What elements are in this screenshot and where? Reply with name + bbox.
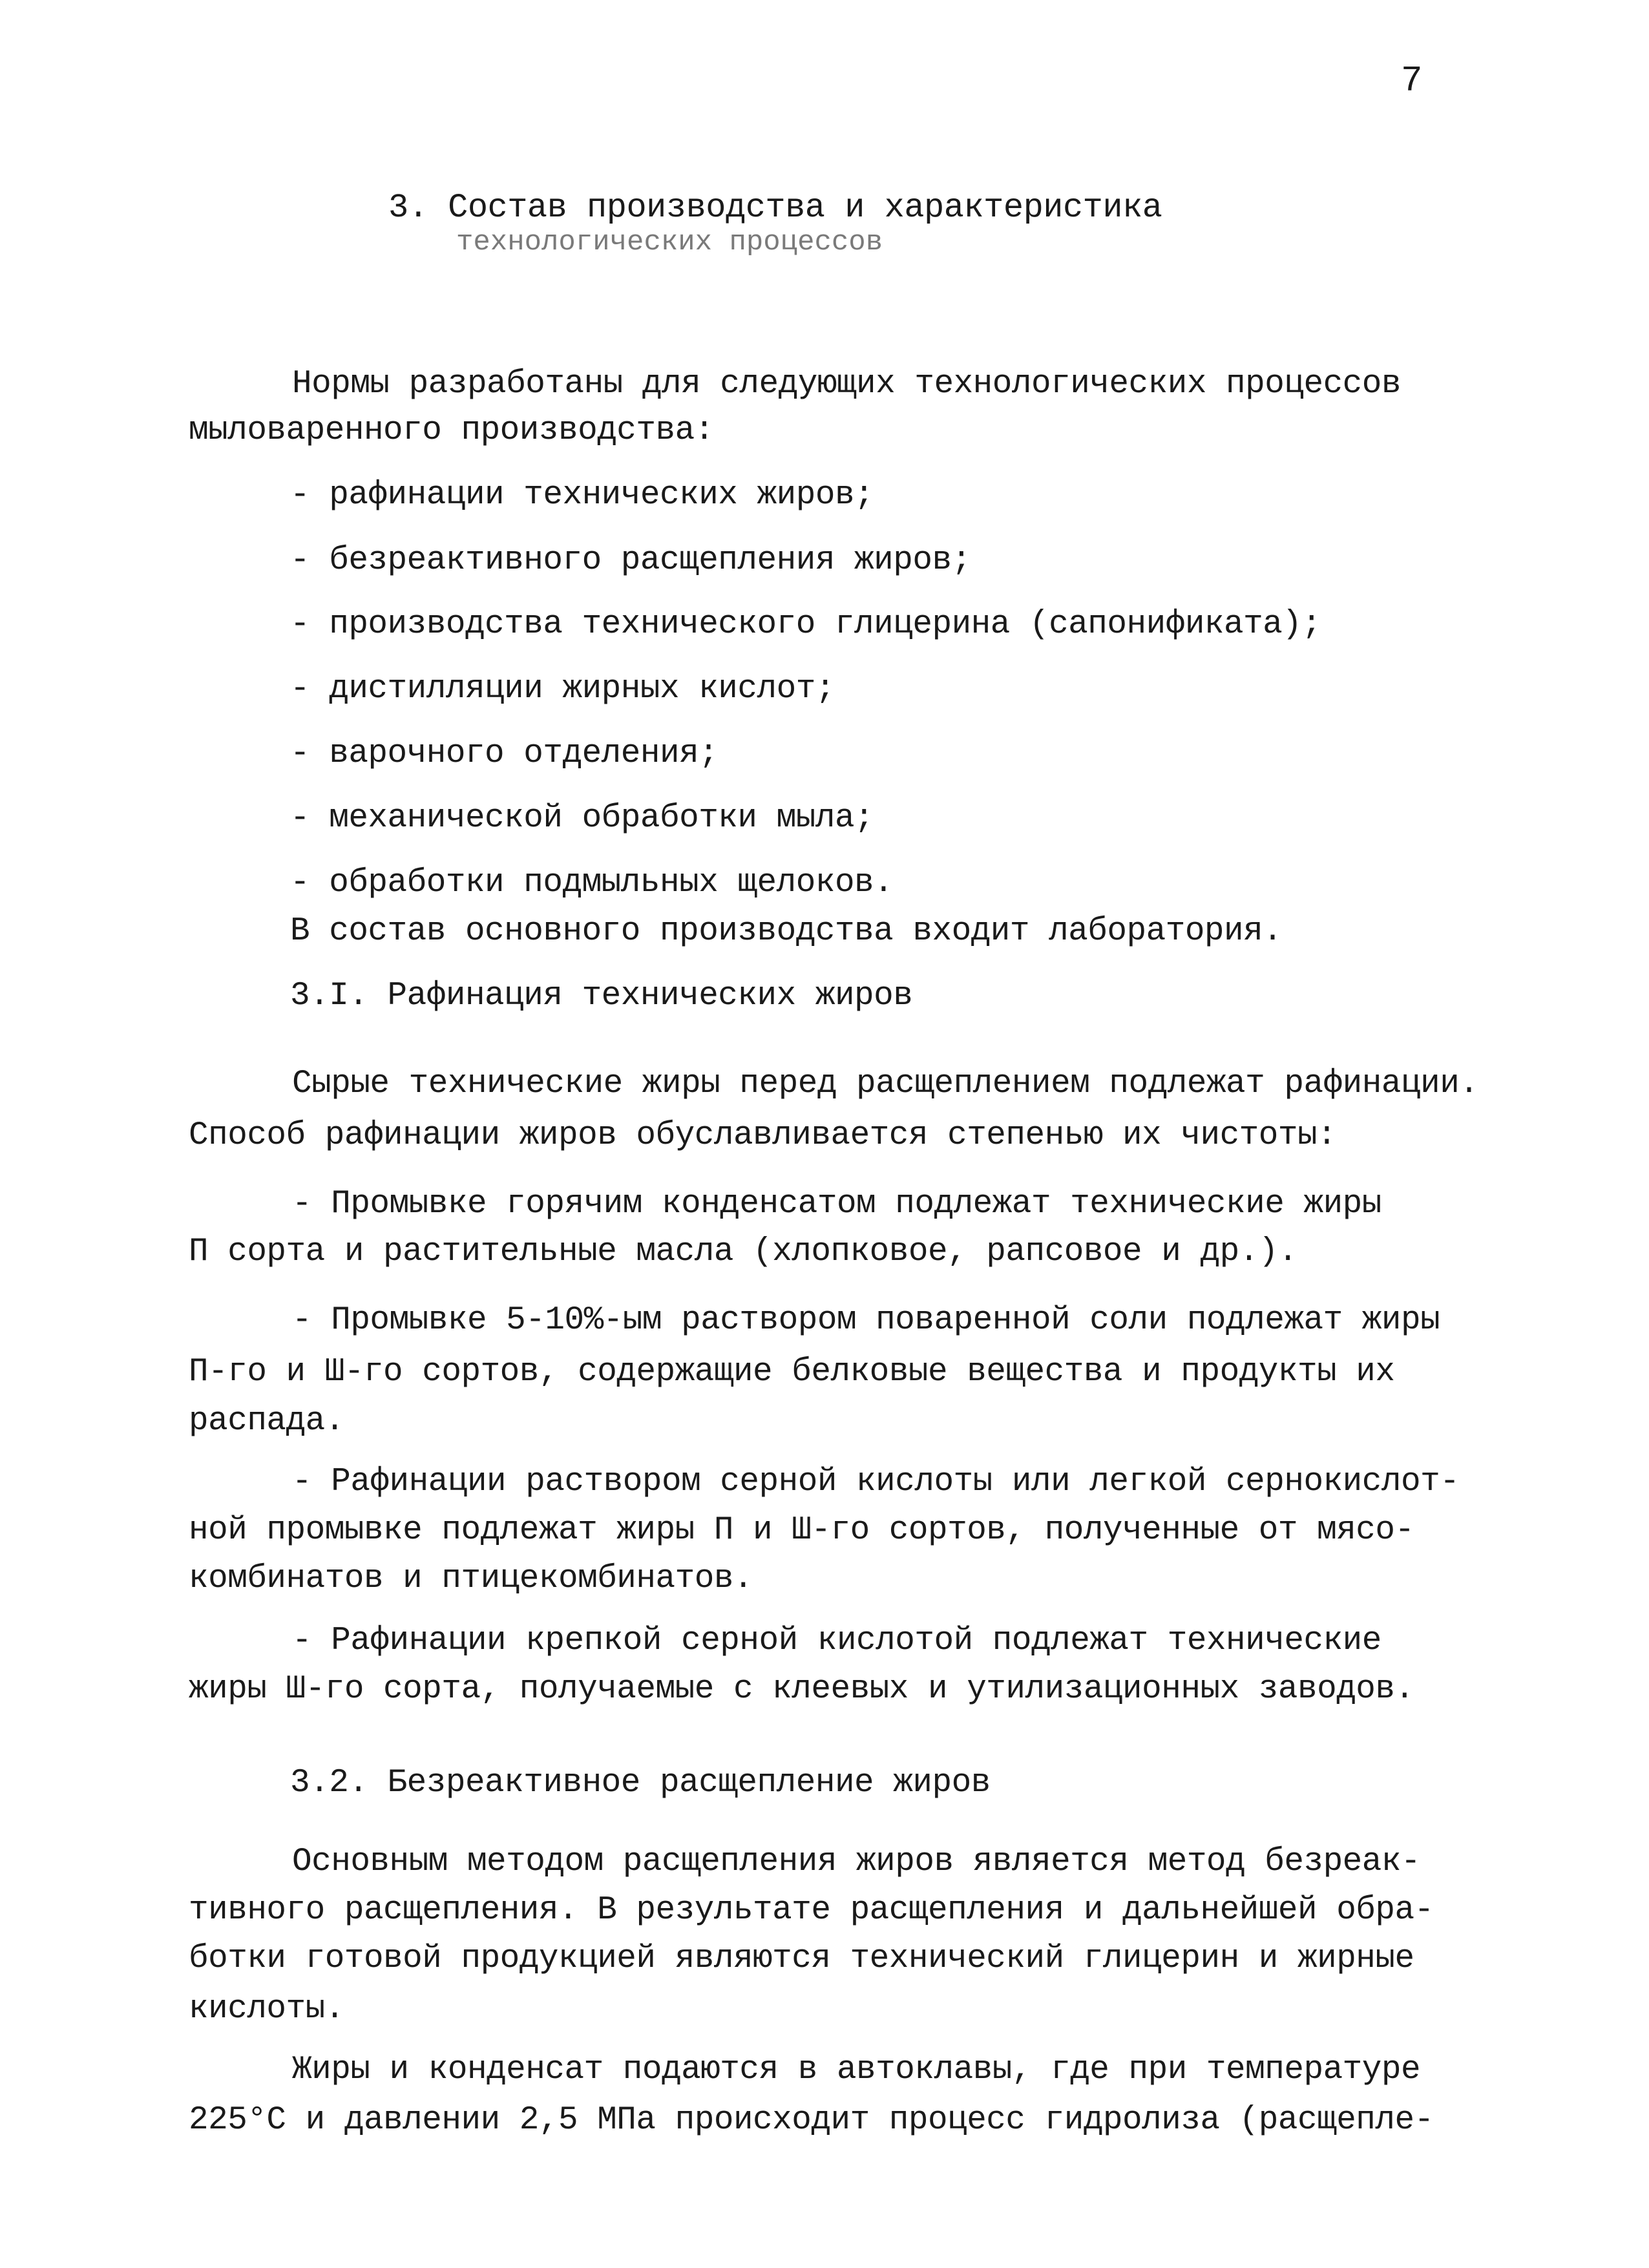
section-title-line-1: 3. Состав производства и характеристика <box>388 189 1162 227</box>
intro-line-1: Нормы разработаны для следующих технологических процессов <box>292 366 1401 403</box>
section-3-2-heading: 3.2. Безреактивное расщепление жиров <box>290 1765 991 1801</box>
section-title-line-2: технологических процессов <box>456 226 883 258</box>
section-3-1-text: Способ рафинации жиров обуславливается степенью их чистоты: <box>189 1117 1337 1154</box>
section-3-2-text: Основным методом расщепления жиров является метод безреак- <box>292 1843 1421 1880</box>
section-3-1-text: - Рафинации раствором серной кислоты или легкой сернокислот- <box>292 1464 1460 1500</box>
list-item: - безреактивного расщепления жиров; <box>290 542 971 579</box>
list-item: - производства технического глицерина (сапонификата); <box>290 606 1321 643</box>
page-number: 7 <box>1401 60 1423 101</box>
section-3-1-text: жиры Ш-го сорта, получаемые с клеевых и утилизационных заводов. <box>189 1671 1414 1708</box>
intro-line-2: мыловаренного производства: <box>189 412 714 449</box>
list-item: - дистилляции жирных кислот; <box>290 671 835 708</box>
section-3-2-text: ботки готовой продукцией являются технический глицерин и жирные <box>189 1940 1414 1977</box>
section-3-2-text: 225°С и давлении 2,5 МПа происходит процесс гидролиза (расщепле- <box>189 2102 1434 2139</box>
list-item: - механической обработки мыла; <box>290 800 874 837</box>
lab-note: В состав основного производства входит лаборатория. <box>290 913 1283 950</box>
section-3-2-text: тивного расщепления. В результате расщепления и дальнейшей обра- <box>189 1892 1434 1929</box>
section-3-1-text: Сырые технические жиры перед расщеплением подлежат рафинации. <box>292 1066 1479 1102</box>
section-3-1-text: - Рафинации крепкой серной кислотой подлежат технические <box>292 1622 1381 1659</box>
section-3-1-text: П сорта и растительные масла (хлопковое, рапсовое и др.). <box>189 1234 1297 1270</box>
section-3-1-heading: 3.I. Рафинация технических жиров <box>290 978 913 1014</box>
section-3-1-text: - Промывке горячим конденсатом подлежат технические жиры <box>292 1186 1381 1223</box>
section-3-2-text: Жиры и конденсат подаются в автоклавы, где при температуре <box>292 2052 1421 2088</box>
section-3-1-text: ной промывке подлежат жиры П и Ш-го сортов, полученные от мясо- <box>189 1512 1414 1549</box>
list-item: - обработки подмыльных щелоков. <box>290 865 894 901</box>
section-3-1-text: - Промывке 5-10%-ым раствором поваренной соли подлежат жиры <box>292 1302 1440 1339</box>
list-item: - рафинации технических жиров; <box>290 477 874 514</box>
list-item: - варочного отделения; <box>290 735 719 772</box>
section-3-1-text: П-го и Ш-го сортов, содержащие белковые вещества и продукты их <box>189 1354 1395 1391</box>
section-3-2-text: кислоты. <box>189 1991 344 2028</box>
section-3-1-text: комбинатов и птицекомбинатов. <box>189 1560 753 1597</box>
section-3-1-text: распада. <box>189 1403 344 1440</box>
